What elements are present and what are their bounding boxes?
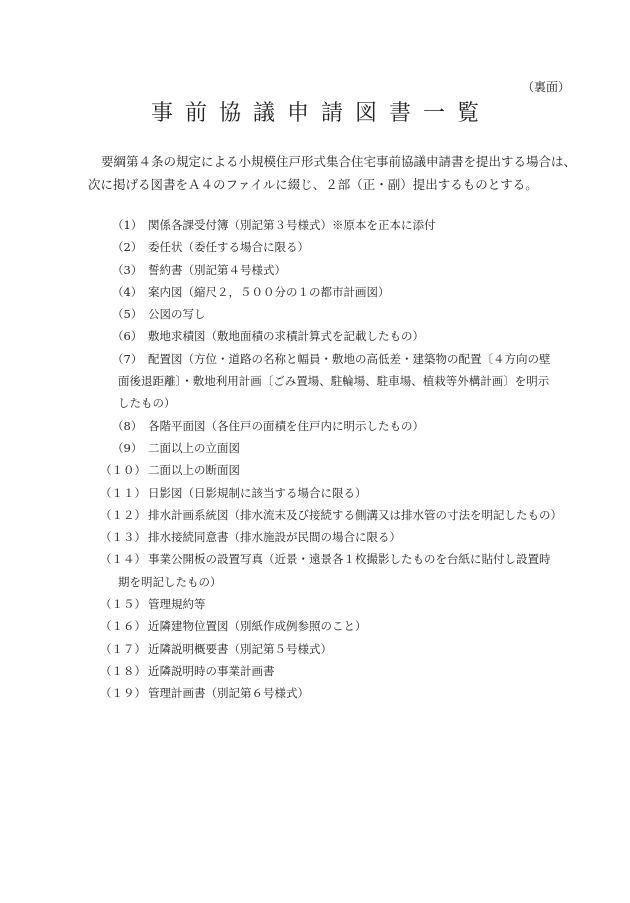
list-item <box>100 482 570 504</box>
list-item <box>100 236 570 258</box>
item-text <box>148 325 570 347</box>
item-text <box>148 504 570 526</box>
item-text <box>148 259 570 281</box>
item-number: （１８） <box>100 663 146 678</box>
item-text-line: 日影図（日影規制に該当する場合に限る） <box>148 485 367 500</box>
item-text-line: 委任状（委任する場合に限る） <box>148 240 309 255</box>
item-number: （１４） <box>100 552 146 567</box>
list-item <box>100 526 570 548</box>
list-item <box>100 259 570 281</box>
item-text-line: 管理計画書（別記第６号様式） <box>148 686 309 701</box>
item-text-line: 期を明記したもの） <box>118 574 222 589</box>
list-item <box>100 459 570 481</box>
item-number: （1） <box>112 218 143 232</box>
item-text-line: したもの） <box>118 396 176 411</box>
list-item <box>100 325 570 347</box>
item-text-line: 案内図（縮尺２，５００分の１の都市計画図） <box>148 284 390 299</box>
item-text-line: 二面以上の断面図 <box>148 463 240 478</box>
list-item <box>100 281 570 303</box>
list-item <box>100 437 570 459</box>
item-number: （6） <box>112 329 143 344</box>
item-text <box>148 660 570 682</box>
item-text <box>148 281 570 303</box>
item-number: （１３） <box>100 530 146 545</box>
item-number: （１２） <box>100 507 146 522</box>
item-number: （9） <box>112 440 143 455</box>
item-number: （１７） <box>100 641 146 656</box>
item-text <box>148 214 570 236</box>
item-text <box>148 682 570 704</box>
item-number: （3） <box>112 262 143 277</box>
item-text <box>148 593 570 615</box>
item-text <box>148 482 570 504</box>
item-text-line: 関係各課受付簿（別記第３号様式）※原本を正本に添付 <box>148 218 436 232</box>
item-text-line: 近隣説明概要書（別記第５号様式） <box>148 641 332 656</box>
list-item <box>100 504 570 526</box>
intro-line-2: 次に掲げる図書をＡ４のファイルに綴じ、２部（正・副）提出するものとする。 <box>88 177 538 192</box>
page-title: 事前協議申請図書一覧 <box>150 101 491 126</box>
item-text-line: 事業公開板の設置写真（近景・遠景各１枚撮影したものを台紙に貼付し設置時 <box>148 552 551 567</box>
item-text-line: 近隣建物位置図（別紙作成例参照のこと） <box>148 619 367 634</box>
item-text <box>148 459 570 481</box>
item-text <box>148 526 570 548</box>
item-number: （１０） <box>100 463 146 478</box>
item-number: （2） <box>112 240 143 255</box>
item-number: （5） <box>112 307 143 322</box>
item-text-line: 排水計画系統図（排水流末及び接続する側溝又は排水管の寸法を明記したもの） <box>148 507 562 522</box>
item-text-line: 近隣説明時の事業計画書 <box>148 663 275 678</box>
item-text-line: 敷地求積図（敷地面積の求積計算式を記載したもの） <box>148 329 424 344</box>
item-text-line: 面後退距離〕・敷地利用計画〔ごみ置場、駐輪場、駐車場、植栽等外構計画〕を明示 <box>118 374 550 389</box>
item-number: （8） <box>112 418 143 433</box>
list-item <box>100 214 570 236</box>
document-list <box>100 214 570 705</box>
list-item <box>100 615 570 637</box>
item-text-line: 二面以上の立面図 <box>148 440 240 455</box>
list-item <box>100 638 570 660</box>
item-text <box>118 348 570 415</box>
item-text <box>148 638 570 660</box>
item-text <box>148 303 570 325</box>
item-text <box>148 415 570 437</box>
item-text-line: 各階平面図（各住戸の面積を住戸内に明示したもの） <box>148 418 424 433</box>
item-text-line: 配置図（方位・道路の名称と幅員・敷地の高低差・建築物の配置〔４方向の壁 <box>148 351 551 366</box>
list-item <box>100 593 570 615</box>
list-item <box>100 682 570 704</box>
list-item <box>100 348 570 415</box>
item-text-line: 排水接続同意書（排水施設が民間の場合に限る） <box>148 530 401 545</box>
item-text-line: 管理規約等 <box>148 597 206 612</box>
item-number: （7） <box>112 351 143 366</box>
item-number: （１９） <box>100 686 146 701</box>
item-number: （4） <box>112 284 143 299</box>
item-number: （１１） <box>100 485 146 500</box>
item-text <box>148 615 570 637</box>
item-number: （１６） <box>100 619 146 634</box>
item-text-line: 公図の写し <box>148 307 206 322</box>
intro-line-1: 要綱第４条の規定による小規模住戸形式集合住宅事前協議申請書を提出する場合は、 <box>101 154 577 169</box>
list-item <box>100 660 570 682</box>
item-text <box>148 236 570 258</box>
list-item <box>100 415 570 437</box>
item-text <box>148 437 570 459</box>
item-number: （１５） <box>100 597 146 612</box>
list-item <box>100 303 570 325</box>
list-item <box>100 548 570 593</box>
side-note: （裏面） <box>521 80 570 94</box>
item-text-line: 誓約書（別記第４号様式） <box>148 262 286 277</box>
intro-paragraph <box>88 150 577 196</box>
